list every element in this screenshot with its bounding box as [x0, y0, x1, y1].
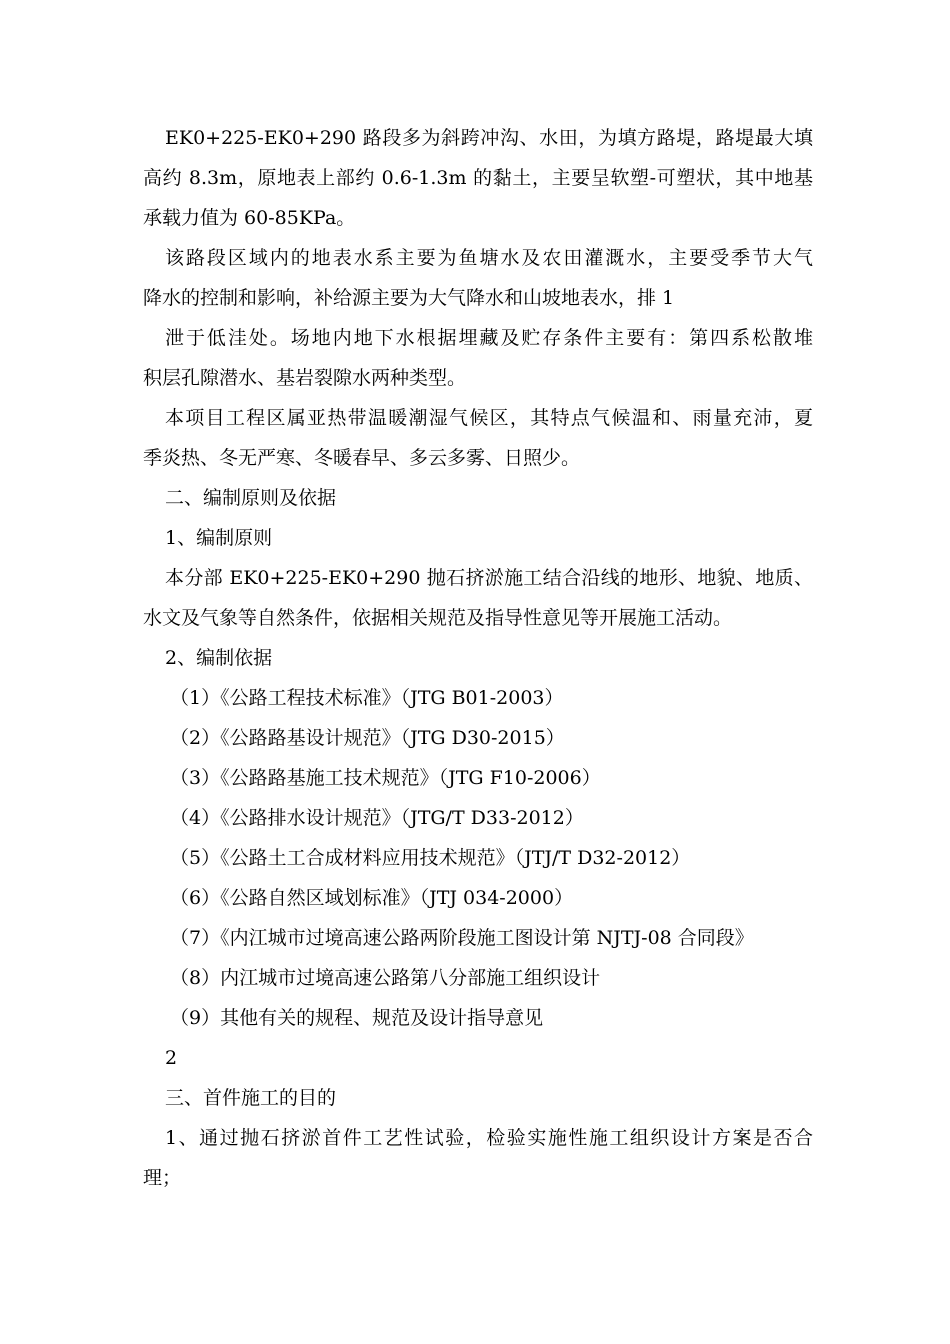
paragraph-line: 泄于低洼处。场地内地下水根据埋藏及贮存条件主要有：第四系松散堆 — [165, 327, 813, 349]
section-heading: 三、首件施工的目的 — [165, 1087, 337, 1109]
reference-item: （2）《公路路基设计规范》（JTG D30-2015） — [170, 727, 565, 749]
paragraph-line: 积层孔隙潜水、基岩裂隙水两种类型。 — [143, 367, 467, 389]
paragraph-line: 本分部 EK0+225-EK0+290 抛石挤淤施工结合沿线的地形、地貌、地质、 — [165, 567, 813, 589]
reference-item: （9）其他有关的规程、规范及设计指导意见 — [170, 1007, 544, 1029]
reference-item: （3）《公路路基施工技术规范》（JTG F10-2006） — [170, 767, 601, 789]
paragraph-line: 1、通过抛石挤淤首件工艺性试验，检验实施性施工组织设计方案是否合 — [165, 1127, 813, 1149]
paragraph-line: 本项目工程区属亚热带温暖潮湿气候区，其特点气候温和、雨量充沛，夏 — [165, 407, 813, 429]
paragraph-line: 承载力值为 60-85KPa。 — [143, 207, 356, 229]
subsection-heading: 2、编制依据 — [165, 647, 273, 669]
subsection-heading: 1、编制原则 — [165, 527, 273, 549]
reference-item: （5）《公路土工合成材料应用技术规范》（JTJ/T D32-2012） — [170, 847, 691, 869]
paragraph-line: 水文及气象等自然条件，依据相关规范及指导性意见等开展施工活动。 — [143, 607, 733, 629]
reference-item: （1）《公路工程技术标准》（JTG B01-2003） — [170, 687, 564, 709]
paragraph-line: EK0+225-EK0+290 路段多为斜跨冲沟、水田，为填方路堤，路堤最大填 — [165, 127, 813, 149]
paragraph-line: 理； — [143, 1167, 182, 1189]
paragraph-line: 季炎热、冬无严寒、冬暖春早、多云多雾、日照少。 — [143, 447, 581, 469]
page-number: 2 — [165, 1047, 178, 1069]
reference-item: （6）《公路自然区域划标准》（JTJ 034-2000） — [170, 887, 574, 909]
reference-item: （8）内江城市过境高速公路第八分部施工组织设计 — [170, 967, 601, 989]
paragraph-line: 高约 8.3m，原地表上部约 0.6-1.3m 的黏土，主要呈软塑-可塑状，其中地基 — [143, 167, 813, 189]
paragraph-line: 该路段区域内的地表水系主要为鱼塘水及农田灌溉水，主要受季节大气 — [165, 247, 813, 269]
section-heading: 二、编制原则及依据 — [165, 487, 337, 509]
reference-item: （4）《公路排水设计规范》（JTG/T D33-2012） — [170, 807, 584, 829]
reference-item: （7）《内江城市过境高速公路两阶段施工图设计第 NJTJ-08 合同段》 — [170, 927, 754, 949]
paragraph-line: 降水的控制和影响，补给源主要为大气降水和山坡地表水，排 1 — [143, 287, 675, 309]
